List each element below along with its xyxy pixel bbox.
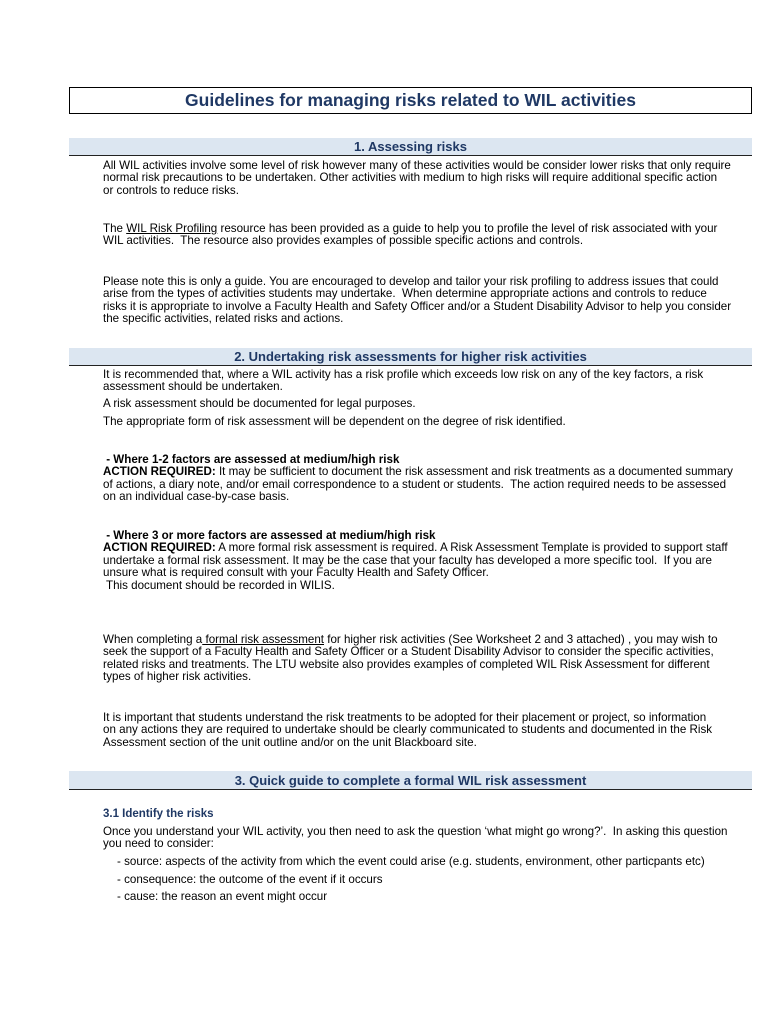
section-2-heading: 2. Undertaking risk assessments for higher risk activities <box>234 349 587 364</box>
communication-paragraph <box>103 712 712 749</box>
case-heading: - Where 1-2 factors are assessed at medium/high risk <box>103 453 400 466</box>
text-line: It is recommended that, where a WIL activity has a risk profile which exceeds low risk on any of the key factors, a risk <box>103 368 704 381</box>
text-run: A more formal risk assessment is required. A Risk Assessment Template is provided to support staff <box>215 541 728 555</box>
text-run: The <box>103 222 127 235</box>
consideration-item <box>117 874 383 886</box>
case-heading: - Where 3 or more factors are assessed at medium/high risk <box>103 529 436 542</box>
text-line: of actions, a diary note, and/or email correspondence to a student or students. The action required needs to be assessed <box>103 477 727 491</box>
text-line: assessment should be undertaken. <box>103 380 283 394</box>
support-paragraph <box>103 634 718 684</box>
text-line: risks it is appropriate to involve a Faculty Health and Safety Officer and/or a Student Disability Advisor to help you consider <box>103 299 732 313</box>
consideration-cause: - cause: the reason an event might occur <box>117 890 328 903</box>
text-line: Please note this is only a guide. You are encouraged to develop and tailor your risk profiling to address issues that could <box>103 275 719 288</box>
section-1-heading: 1. Assessing risks <box>354 139 467 154</box>
section-1-header <box>69 138 752 156</box>
text-line: seek the support of a Faculty Health and Safety Officer or a Student Disability Advisor to consider the specific activities, <box>103 645 714 659</box>
text-line: WIL activities. The resource also provides examples of possible specific actions and controls. <box>103 234 584 248</box>
text-run: When completing a <box>103 633 203 646</box>
text-line: Assessment section of the unit outline and/or on the unit Blackboard site. <box>103 735 477 749</box>
section-1-paragraph-1 <box>103 160 731 197</box>
consideration-item <box>117 891 327 903</box>
text-line: All WIL activities involve some level of risk however many of these activities would be consider lower risks that only require <box>103 159 731 172</box>
text-line: you need to consider: <box>103 837 214 851</box>
section-2-header <box>69 348 752 366</box>
low-factor-case <box>103 454 733 504</box>
subsection-title: 3.1 Identify the risks <box>103 808 214 820</box>
text-line: types of higher risk activities. <box>103 670 252 684</box>
form-note <box>103 416 566 428</box>
text-run: It may be sufficient to document the risk assessment and risk treatments as a documented summary <box>215 465 733 479</box>
consideration-consequence: - consequence: the outcome of the event if it occurs <box>117 873 383 886</box>
text-line: arise from the types of activities students may undertake. When determine appropriate actions and controls to reduce <box>103 287 707 301</box>
text-line: on an individual case-by-case basis. <box>103 490 290 504</box>
section-1-paragraph-3 <box>103 276 731 326</box>
high-factor-case <box>103 530 728 592</box>
text-line: on any actions they are required to undertake should be clearly communicated to students and documented in the Risk <box>103 723 713 737</box>
action-required-label: ACTION REQUIRED: <box>103 541 216 555</box>
text-line: The appropriate form of risk assessment will be dependent on the degree of risk identified. <box>103 415 566 428</box>
section-2-intro <box>103 369 703 394</box>
section-3-header <box>69 771 752 790</box>
text-line: Once you understand your WIL activity, you then need to ask the question ‘what might go wrong?’. In asking this question <box>103 825 728 838</box>
section-1-paragraph-2 <box>103 223 717 248</box>
text-run: for higher risk activities (See Worksheet 2 and 3 attached) , you may wish to <box>324 633 718 646</box>
wil-risk-profiling-link[interactable]: WIL Risk Profiling <box>126 222 218 235</box>
text-line: It is important that students understand the risk treatments to be adopted for their placement or project, so information <box>103 711 707 724</box>
consideration-source: - source: aspects of the activity from which the event could arise (e.g. students, environment, other particpants etc) <box>117 855 705 868</box>
text-line: unsure what is required consult with your Faculty Health and Safety Officer. <box>103 566 489 580</box>
text-line: This document should be recorded in WILIS. <box>103 578 335 592</box>
legal-note <box>103 398 416 410</box>
consideration-item <box>117 856 705 868</box>
section-3-heading: 3. Quick guide to complete a formal WIL risk assessment <box>234 772 587 788</box>
formal-risk-assessment-link[interactable]: formal risk assessment <box>202 633 325 646</box>
text-line <box>103 542 728 554</box>
text-line: related risks and treatments. The LTU website also provides examples of completed WIL Risk Assessment for different <box>103 657 710 671</box>
document-title: Guidelines for managing risks related to WIL activities <box>185 90 636 110</box>
text-line <box>103 466 733 478</box>
text-line: undertake a formal risk assessment. It may be the case that your faculty has developed a more specific tool. If you are <box>103 553 712 567</box>
subsection-heading <box>103 808 214 820</box>
text-line: the specific activities, related risks and actions. <box>103 312 344 326</box>
section-3-intro <box>103 826 728 851</box>
title-box <box>69 87 752 114</box>
action-required-label: ACTION REQUIRED: <box>103 465 216 479</box>
text-line: normal risk precautions to be undertaken. Other activities with medium to high risks will require additional specific action <box>103 171 718 185</box>
text-run: resource has been provided as a guide to help you to profile the level of risk associated with your <box>217 222 718 235</box>
text-line: A risk assessment should be documented for legal purposes. <box>103 397 416 410</box>
text-line: or controls to reduce risks. <box>103 183 239 197</box>
